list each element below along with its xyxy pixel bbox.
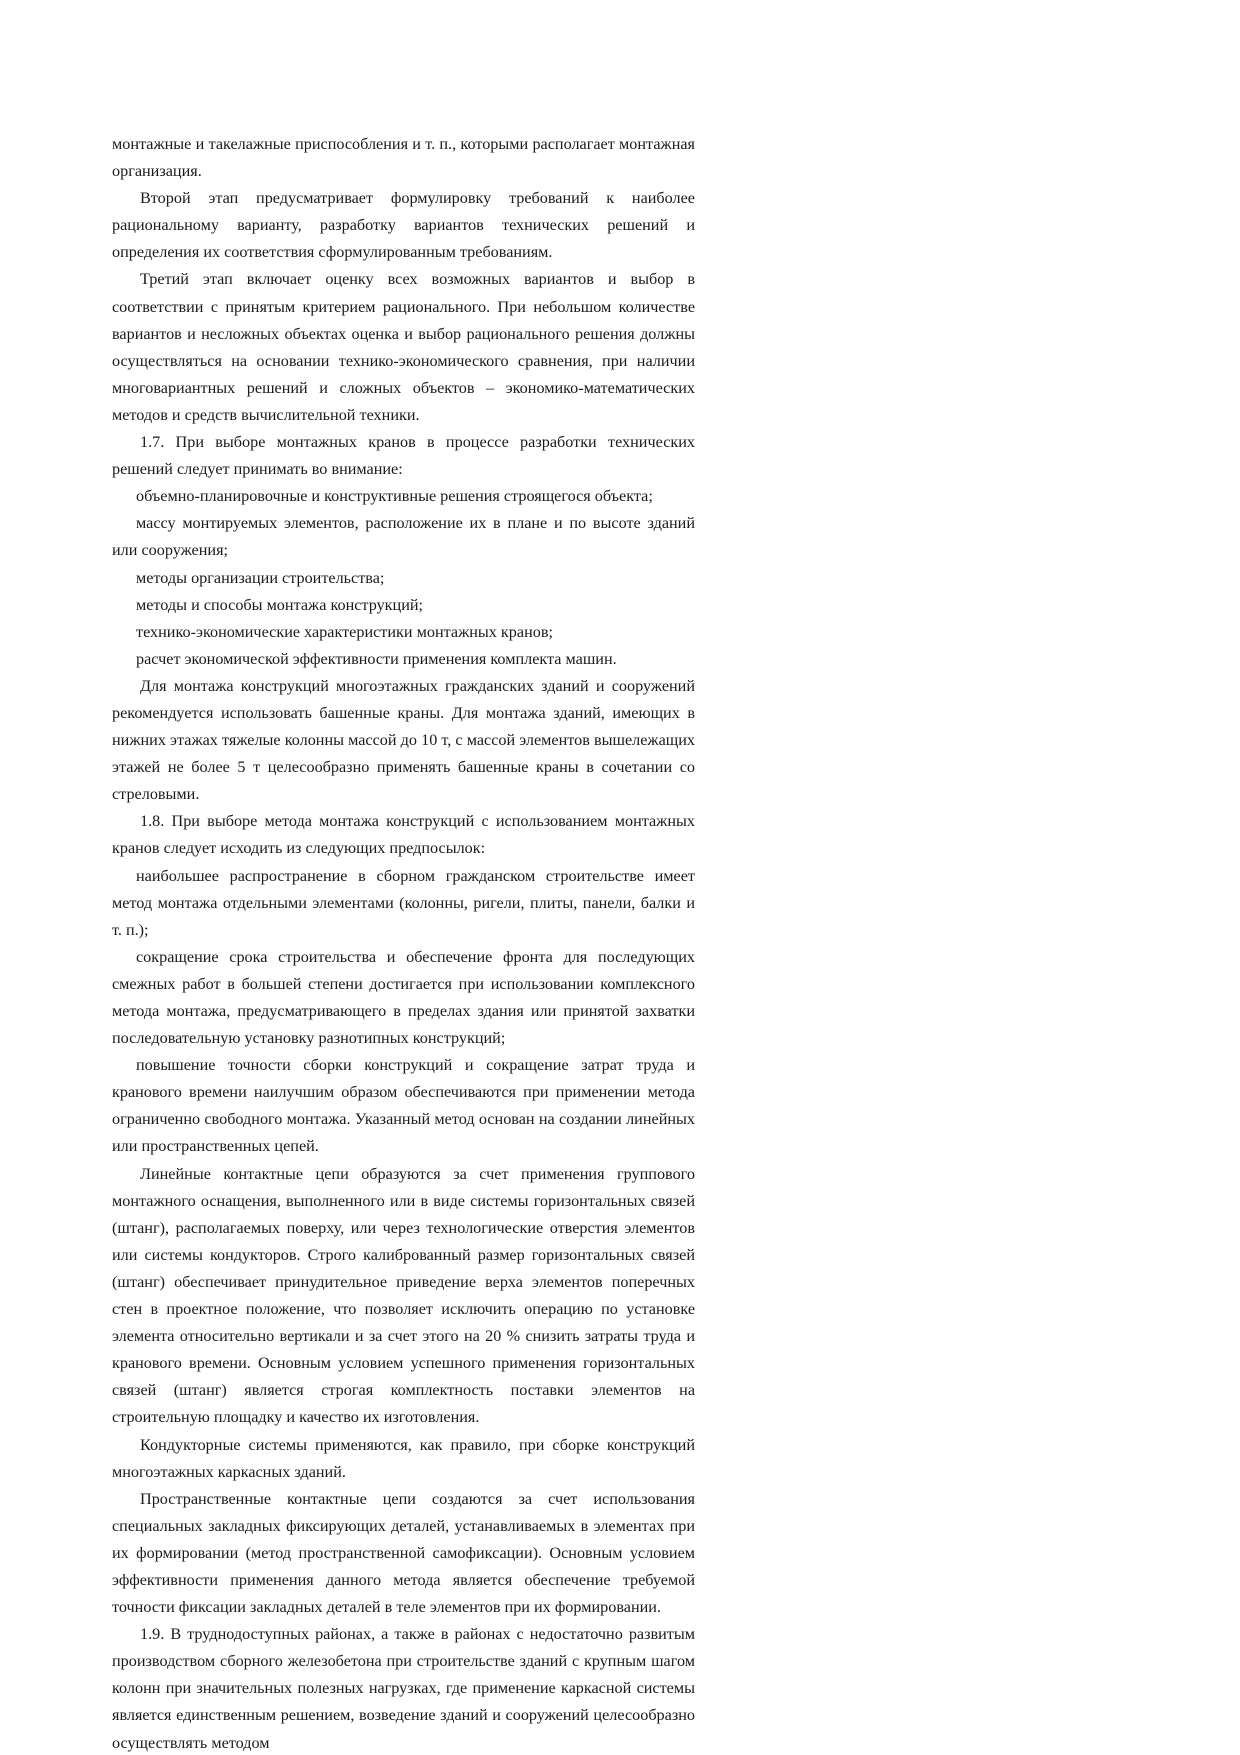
list-item: повышение точности сборки конструкций и сокращение затрат труда и кранового времени наилучшим образом обеспечиваются при применении метода ограниченно свободного монтажа. Указанный метод основан на создании линейных или пространственных цепей.: [112, 1056, 695, 1156]
list-item: методы и способы монтажа конструкций;: [136, 595, 424, 614]
list-item: наибольшее распространение в сборном гражданском строительстве имеет метод монтажа отдельными элементами (колонны, ригели, плиты, панели, балки и т. п.);: [112, 866, 695, 939]
list-item: расчет экономической эффективности применения комплекта машин.: [136, 649, 617, 668]
list-item: сокращение срока строительства и обеспечение фронта для последующих смежных работ в большей степени достигается при использовании комплексного метода монтажа, предусматривающего в пределах здания или принятой захватки последовательную установку разнотипных конструкций;: [112, 947, 695, 1048]
paragraph: Третий этап включает оценку всех возможных вариантов и выбор в соответствии с принятым критерием рационального. При небольшом количестве вариантов и несложных объектах оценка и выбор рационального решения должны осуществляться на основании технико-экономического сравнения, при наличии многовариантных решений и сложных объектов – экономико-математических методов и средств вычислительной техники.: [112, 270, 695, 424]
list-item: методы организации строительства;: [136, 568, 385, 587]
paragraph: Второй этап предусматривает формулировку требований к наиболее рациональному варианту, разработку вариантов технических решений и определения их соответствия сформулированным требованиям.: [112, 189, 695, 262]
paragraph: Пространственные контактные цепи создаются за счет использования специальных закладных фиксирующих деталей, устанавливаемых в элементах при их формировании (метод пространственной самофиксации). Основным условием эффективности применения данного метода является обеспечение требуемой точности фиксации закладных деталей в теле элементов при их формировании.: [112, 1489, 695, 1617]
paragraph-clause-1-9: 1.9. В труднодоступных районах, а также в районах с недостаточно развитым производством сборного железобетона при строительстве зданий с крупным шагом колонн при значительных полезных нагрузках, где применение каркасной системы является единственным решением, возведение зданий и сооружений целесообразно осуществлять методом: [112, 1625, 695, 1752]
paragraph: Кондукторные системы применяются, как правило, при сборке конструкций многоэтажных каркасных зданий.: [112, 1435, 695, 1481]
paragraph-clause-1-8: 1.8. При выборе метода монтажа конструкций с использованием монтажных кранов следует исходить из следующих предпосылок:: [112, 812, 695, 858]
paragraph: монтажные и такелажные приспособления и т. п., которыми располагает монтажная организация.: [112, 135, 695, 181]
list-item: технико-экономические характеристики монтажных кранов;: [136, 622, 553, 641]
paragraph: Для монтажа конструкций многоэтажных гражданских зданий и сооружений рекомендуется использовать башенные краны. Для монтажа зданий, имеющих в нижних этажах тяжелые колонны массой до 10 т, с массой элементов вышележащих этажей не более 5 т целесообразно применять башенные краны в сочетании со стреловыми.: [112, 676, 695, 804]
page-body-text: [112, 131, 695, 1755]
list-item: массу монтируемых элементов, расположение их в плане и по высоте зданий или сооружения;: [112, 514, 695, 560]
paragraph: Линейные контактные цепи образуются за счет применения группового монтажного оснащения, выполненного или в виде системы горизонтальных связей (штанг), располагаемых поверху, или через технологические отверстия элементов или системы кондукторов. Строго калиброванный размер горизонтальных связей (штанг) обеспечивает принудительное приведение верха элементов поперечных стен в проектное положение, что позволяет исключить операцию по установке элемента относительно вертикали и за счет этого на 20 % снизить затраты труда и кранового времени. Основным условием успешного применения горизонтальных связей (штанг) является строгая комплектность поставки элементов на строительную площадку и качество их изготовления.: [112, 1164, 695, 1427]
list-item: объемно-планировочные и конструктивные решения строящегося объекта;: [136, 487, 653, 506]
paragraph-clause-1-7: 1.7. При выборе монтажных кранов в процессе разработки технических решений следует принимать во внимание:: [112, 433, 695, 479]
